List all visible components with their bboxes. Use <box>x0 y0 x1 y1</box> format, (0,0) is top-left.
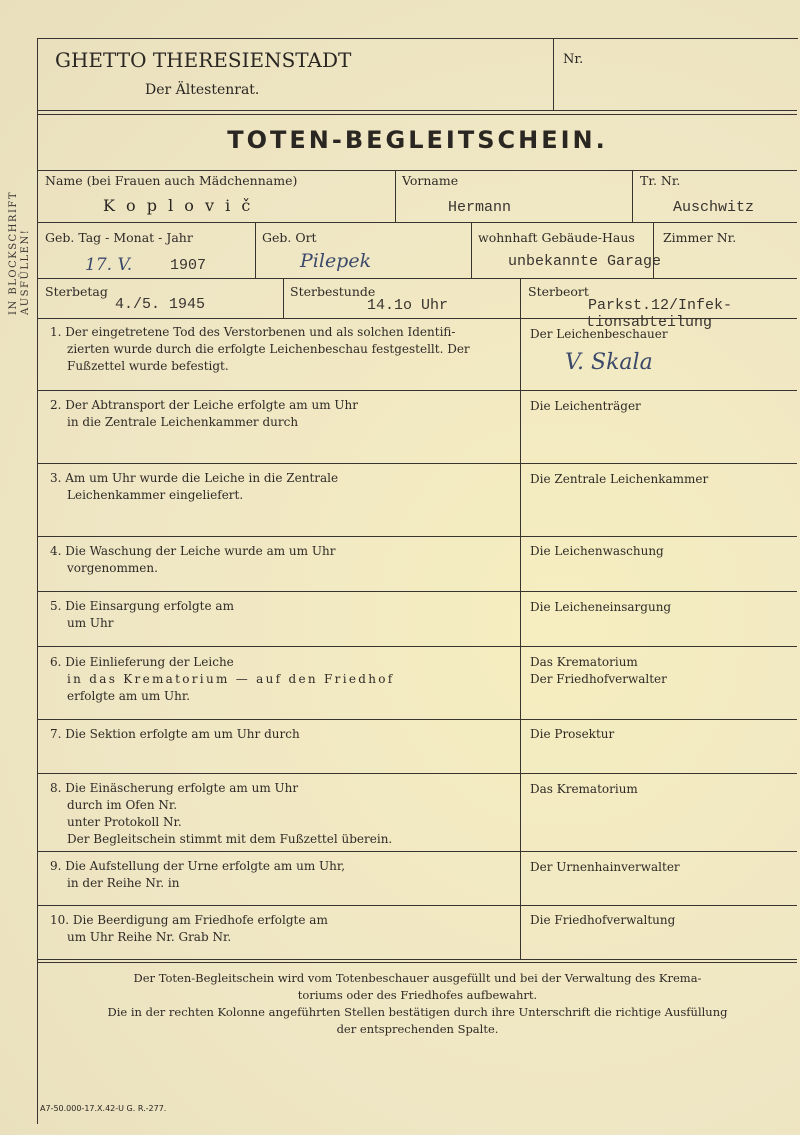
side-instruction-line2: AUSFÜLLEN! <box>20 228 31 315</box>
section-4-line1: 4. Die Waschung der Leiche wurde am um Uhr <box>50 544 336 558</box>
footer-line4: der entsprechenden Spalte. <box>336 1022 499 1036</box>
section-2-right: Die Leichenträger <box>530 399 641 413</box>
section-8-line4: Der Begleitschein stimmt mit dem Fußzettel überein. <box>67 832 393 846</box>
section-9-line2: in der Reihe Nr. in <box>67 876 180 890</box>
sterbeort-label: Sterbeort <box>528 284 589 299</box>
tr-nr-value: Auschwitz <box>673 199 755 216</box>
vorname-value: Hermann <box>448 199 512 216</box>
footer-line3: Die in der rechten Kolonne angeführten Stellen bestätigen durch ihre Unterschrift die richtige Ausfüllung <box>107 1005 728 1019</box>
section-9-right: Der Urnenhainverwalter <box>530 860 680 874</box>
section-8-right: Das Krematorium <box>530 782 638 796</box>
section-4-right: Die Leichenwaschung <box>530 544 664 558</box>
zimmer-label: Zimmer Nr. <box>663 230 737 245</box>
geb-tag-label: Geb. Tag - Monat - Jahr <box>45 230 193 245</box>
section-3-line1: 3. Am um Uhr wurde die Leiche in die Zentrale <box>50 471 339 485</box>
document-title: TOTEN-BEGLEITSCHEIN. <box>227 126 608 154</box>
section-5-right: Die Leicheneinsargung <box>530 600 672 614</box>
section-7-right: Die Prosektur <box>530 727 615 741</box>
section-10-line2: um Uhr Reihe Nr. Grab Nr. <box>67 930 232 944</box>
section-1-right: Der Leichenbeschauer <box>530 327 668 341</box>
section-9-line1: 9. Die Aufstellung der Urne erfolgte am um Uhr, <box>50 859 346 873</box>
section-1-line1: 1. Der eingetretene Tod des Verstorbenen und als solchen Identifi- <box>50 325 456 339</box>
examiner-signature: V. Skala <box>565 350 653 375</box>
name-label: Name (bei Frauen auch Mädchenname) <box>45 173 298 188</box>
section-2-line2: in die Zentrale Leichenkammer durch <box>67 415 299 429</box>
footer-line1: Der Toten-Begleitschein wird vom Totenbeschauer ausgefüllt und bei der Verwaltung des Krema- <box>133 971 702 985</box>
section-6-line1: 6. Die Einlieferung der Leiche <box>50 655 234 669</box>
geb-tag-handwritten: 17. V. <box>85 255 133 275</box>
council-name: Der Ältestenrat. <box>145 82 260 98</box>
section-8-line3: unter Protokoll Nr. <box>67 815 182 829</box>
nr-label: Nr. <box>563 52 584 67</box>
section-4-line2: vorgenommen. <box>67 561 158 575</box>
section-6-line2: in das Krematorium — auf den Friedhof <box>67 672 395 686</box>
section-6-line3: erfolgte am um Uhr. <box>67 689 191 703</box>
section-5-line1: 5. Die Einsargung erfolgte am <box>50 599 234 613</box>
sterbestunde-value: 14.1o Uhr <box>367 297 449 314</box>
sterbetag-label: Sterbetag <box>45 284 108 299</box>
sterbeort-value-line1: Parkst.12/Infek- <box>588 297 733 314</box>
geb-ort-value: Pilepek <box>300 250 372 272</box>
sterbetag-value: 4./5. 1945 <box>115 296 206 313</box>
section-1-line3: Fußzettel wurde befestigt. <box>67 359 229 373</box>
institution-title: GHETTO THERESIENSTADT <box>55 48 352 72</box>
section-10-right: Die Friedhofverwaltung <box>530 913 676 927</box>
section-10-line1: 10. Die Beerdigung am Friedhofe erfolgte am <box>50 913 328 927</box>
print-code: A7-50.000-17.X.42-U G. R.-277. <box>40 1104 167 1113</box>
tr-nr-label: Tr. Nr. <box>640 173 681 188</box>
section-3-line2: Leichenkammer eingeliefert. <box>67 488 244 502</box>
sterbestunde-label: Sterbestunde <box>290 284 376 299</box>
side-instruction <box>2 160 32 320</box>
section-6-right-1: Das Krematorium <box>530 655 638 669</box>
section-1-line2: zierten wurde durch die erfolgte Leichenbeschau festgestellt. Der <box>67 342 470 356</box>
geb-tag-year: 1907 <box>170 257 207 274</box>
vorname-label: Vorname <box>402 173 459 188</box>
wohnhaft-label: wohnhaft Gebäude-Haus <box>478 230 635 245</box>
wohnhaft-value: unbekannte Garage <box>508 253 662 270</box>
section-5-line2: um Uhr <box>67 616 114 630</box>
section-2-line1: 2. Der Abtransport der Leiche erfolgte am um Uhr <box>50 398 358 412</box>
name-value: K o p l o v i č <box>103 196 254 215</box>
section-8-line1: 8. Die Einäscherung erfolgte am um Uhr <box>50 781 299 795</box>
section-7-line1: 7. Die Sektion erfolgte am um Uhr durch <box>50 727 300 741</box>
footer-line2: toriums oder des Friedhofes aufbewahrt. <box>297 988 538 1002</box>
side-instruction-line1: IN BLOCKSCHRIFT <box>8 191 19 315</box>
geb-ort-label: Geb. Ort <box>262 230 317 245</box>
section-8-line2: durch im Ofen Nr. <box>67 798 178 812</box>
section-3-right: Die Zentrale Leichenkammer <box>530 472 709 486</box>
section-6-right-2: Der Friedhofverwalter <box>530 672 667 686</box>
sterbeort-value-line2: tionsabteilung <box>586 314 713 331</box>
